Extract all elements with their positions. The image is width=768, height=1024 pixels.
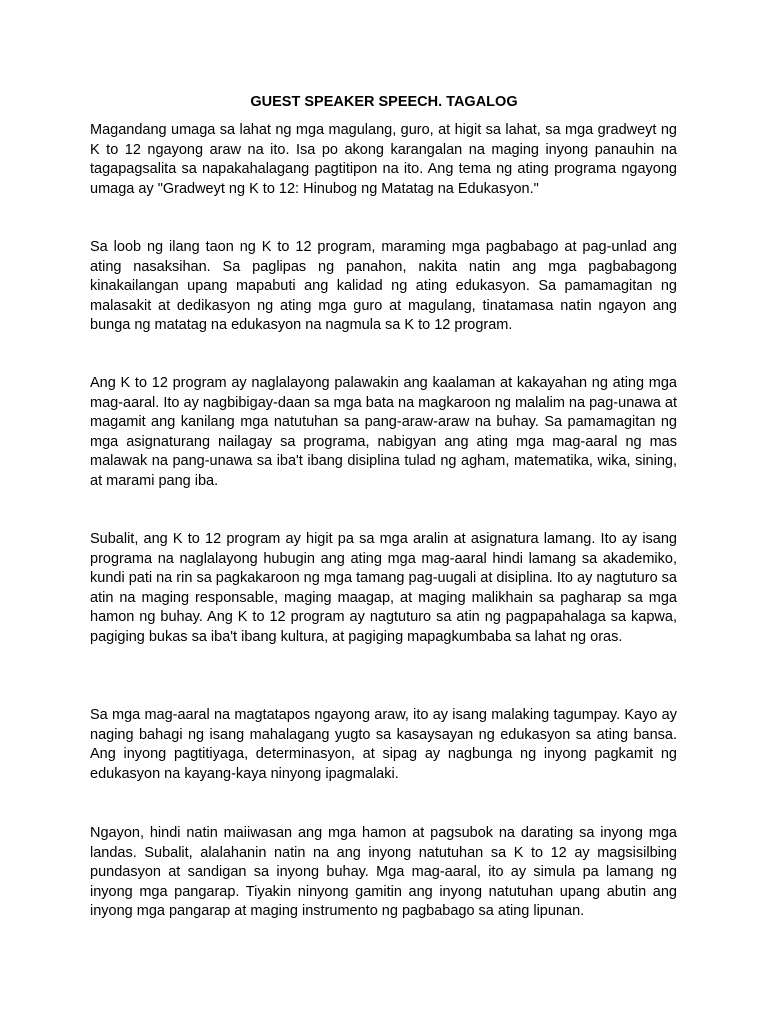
- document-title: GUEST SPEAKER SPEECH. TAGALOG: [250, 94, 518, 110]
- speech-paragraph-1: Magandang umaga sa lahat ng mga magulang, guro, at higit sa lahat, sa mga gradweyt ng K to 12 ngayong araw na ito. Isa po akong karangalan na maging inyong panauhin na tagapagsalita sa napakahalagang pagtitipon na ito. Ang tema ng ating programa ngayong umaga ay "Gradweyt ng K to 12: Hinubog ng Matatag na Edukasyon.": [90, 122, 677, 197]
- speech-paragraph-3: Ang K to 12 program ay naglalayong palawakin ang kaalaman at kakayahan ng ating mga mag-aaral. Ito ay nagbibigay-daan sa mga bata na magkaroon ng malalim na pag-unawa at magamit ang kanilang mga natutuhan sa pang-araw-araw na buhay. Sa pamamagitan ng mga asignaturang nailagay sa programa, nabigyan ang ating mga mag-aaral ng mas malawak na pang-unawa sa iba't ibang disiplina tulad ng agham, matematika, wika, sining, at marami pang iba.: [90, 375, 677, 489]
- speech-paragraph-5: Sa mga mag-aaral na magtatapos ngayong araw, ito ay isang malaking tagumpay. Kayo ay naging bahagi ng isang mahalagang yugto sa kasaysayan ng edukasyon sa ating bansa. Ang inyong pagtitiyaga, determinasyon, at sipag ay nagbunga ng inyong pagkamit ng edukasyon na kayang-kaya ninyong ipagmalaki.: [90, 707, 677, 782]
- speech-paragraph-2: Sa loob ng ilang taon ng K to 12 program, maraming mga pagbabago at pag-unlad ang ating nasaksihan. Sa paglipas ng panahon, nakita natin ang mga pagbabagong kinakailangan upang mapabuti ang kalidad ng ating edukasyon. Sa pamamagitan ng malasakit at dedikasyon ng ating mga guro at magulang, tinatamasa natin ngayon ang bunga ng matatag na edukasyon na nagmula sa K to 12 program.: [90, 239, 677, 334]
- speech-paragraph-4: Subalit, ang K to 12 program ay higit pa sa mga aralin at asignatura lamang. Ito ay isang programa na naglalayong hubugin ang ating mga mag-aaral hindi lamang sa akademiko, kundi pati na rin sa pagkakaroon ng mga tamang pag-uugali at disiplina. Ito ay nagtuturo sa atin na maging responsable, maging maagap, at maging malikhain sa pagharap sa mga hamon ng buhay. Ang K to 12 program ay nagtuturo sa atin ng pagpapahalaga sa kapwa, pagiging bukas sa iba't ibang kultura, at pagiging mapagkumbaba sa lahat ng oras.: [90, 531, 677, 645]
- speech-paragraph-6: Ngayon, hindi natin maiiwasan ang mga hamon at pagsubok na darating sa inyong mga landas. Subalit, alalahanin natin na ang inyong natutuhan sa K to 12 ay magsisilbing pundasyon at sandigan sa inyong buhay. Mga mag-aaral, ito ay simula pa lamang ng inyong mga pangarap. Tiyakin ninyong gamitin ang inyong natutuhan upang abutin ang inyong mga pangarap at maging instrumento ng pagbabago sa ating lipunan.: [90, 825, 677, 920]
